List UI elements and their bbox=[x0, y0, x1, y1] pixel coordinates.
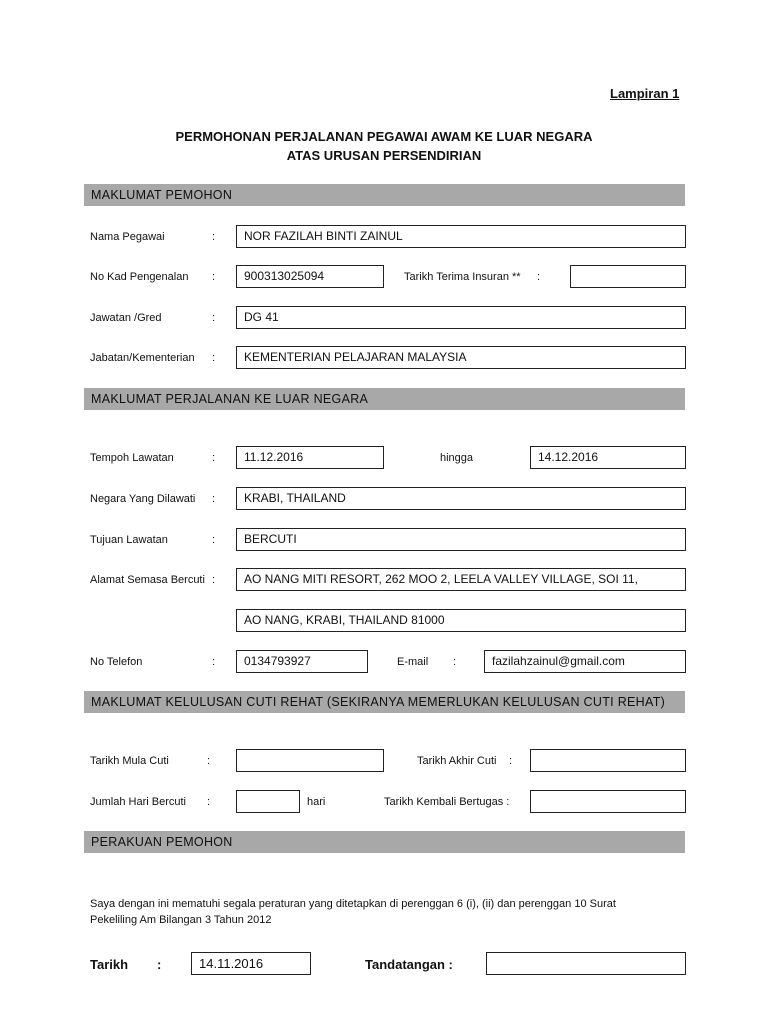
colon: : bbox=[157, 957, 162, 972]
form-title-line2: ATAS URUSAN PERSENDIRIAN bbox=[286, 148, 482, 163]
mula-cuti-label: Tarikh Mula Cuti bbox=[90, 755, 169, 767]
tempoh-from-field[interactable]: 11.12.2016 bbox=[236, 446, 384, 469]
section-header-perjalanan: MAKLUMAT PERJALANAN KE LUAR NEGARA bbox=[84, 388, 685, 410]
colon: : bbox=[537, 271, 541, 283]
mula-cuti-field[interactable] bbox=[236, 749, 384, 772]
colon: : bbox=[207, 796, 211, 808]
alamat-field-line1[interactable]: AO NANG MITI RESORT, 262 MOO 2, LEELA VALLEY VILLAGE, SOI 11, bbox=[236, 568, 686, 591]
colon: : bbox=[212, 312, 216, 324]
section-header-perakuan: PERAKUAN PEMOHON bbox=[84, 831, 685, 853]
tarikh-field[interactable]: 14.11.2016 bbox=[191, 952, 311, 975]
email-field[interactable]: fazilahzainul@gmail.com bbox=[484, 650, 686, 673]
negara-field[interactable]: KRABI, THAILAND bbox=[236, 487, 686, 510]
colon: : bbox=[453, 656, 457, 668]
ic-field[interactable]: 900313025094 bbox=[236, 265, 384, 288]
tempoh-to-field[interactable]: 14.12.2016 bbox=[530, 446, 686, 469]
colon: : bbox=[212, 452, 216, 464]
colon: : bbox=[212, 534, 216, 546]
telefon-label: No Telefon bbox=[90, 656, 143, 668]
jumlah-hari-label: Jumlah Hari Bercuti bbox=[90, 796, 186, 808]
nama-field[interactable]: NOR FAZILAH BINTI ZAINUL bbox=[236, 225, 686, 248]
tujuan-label: Tujuan Lawatan bbox=[90, 534, 168, 546]
jawatan-field[interactable]: DG 41 bbox=[236, 306, 686, 329]
colon: : bbox=[509, 755, 513, 767]
colon: : bbox=[212, 493, 216, 505]
form-title-line1: PERMOHONAN PERJALANAN PEGAWAI AWAM KE LUAR NEGARA bbox=[175, 129, 593, 144]
telefon-field[interactable]: 0134793927 bbox=[236, 650, 368, 673]
tempoh-label: Tempoh Lawatan bbox=[90, 452, 174, 464]
colon: : bbox=[212, 656, 216, 668]
perakuan-statement: Saya dengan ini mematuhi segala peraturan yang ditetapkan di perenggan 6 (i), (ii) dan perenggan 10 Surat Pekeliling Am Bilangan 3 Tahun 2012 bbox=[90, 898, 616, 926]
jawatan-label: Jawatan /Gred bbox=[90, 312, 162, 324]
alamat-field-line2[interactable]: AO NANG, KRABI, THAILAND 81000 bbox=[236, 609, 686, 632]
colon: : bbox=[207, 755, 211, 767]
lampiran-label: Lampiran 1 bbox=[610, 86, 680, 101]
tujuan-field[interactable]: BERCUTI bbox=[236, 528, 686, 551]
akhir-cuti-label: Tarikh Akhir Cuti bbox=[417, 755, 497, 767]
nama-label: Nama Pegawai bbox=[90, 231, 165, 243]
jabatan-field[interactable]: KEMENTERIAN PELAJARAN MALAYSIA bbox=[236, 346, 686, 369]
colon: : bbox=[212, 271, 216, 283]
section-header-pemohon: MAKLUMAT PEMOHON bbox=[84, 184, 685, 206]
insurans-field[interactable] bbox=[570, 265, 686, 288]
hari-label: hari bbox=[307, 796, 326, 808]
ic-label: No Kad Pengenalan bbox=[90, 271, 189, 283]
tandatangan-field[interactable] bbox=[486, 952, 686, 975]
colon: : bbox=[212, 231, 216, 243]
jabatan-label: Jabatan/Kementerian bbox=[90, 352, 195, 364]
colon: : bbox=[212, 352, 216, 364]
kembali-bertugas-field[interactable] bbox=[530, 790, 686, 813]
hingga-label: hingga bbox=[440, 452, 474, 464]
negara-label: Negara Yang Dilawati bbox=[90, 493, 196, 505]
insurans-label: Tarikh Terima Insuran ** bbox=[404, 271, 521, 283]
jumlah-hari-field[interactable] bbox=[236, 790, 300, 813]
email-label: E-mail bbox=[397, 656, 429, 668]
akhir-cuti-field[interactable] bbox=[530, 749, 686, 772]
kembali-bertugas-label: Tarikh Kembali Bertugas : bbox=[384, 796, 510, 808]
tandatangan-label: Tandatangan : bbox=[365, 957, 453, 972]
tarikh-label: Tarikh bbox=[90, 957, 129, 972]
colon: : bbox=[212, 574, 216, 586]
alamat-label: Alamat Semasa Bercuti bbox=[90, 574, 205, 586]
section-header-kelulusan: MAKLUMAT KELULUSAN CUTI REHAT (SEKIRANYA MEMERLUKAN KELULUSAN CUTI REHAT) bbox=[84, 691, 685, 713]
